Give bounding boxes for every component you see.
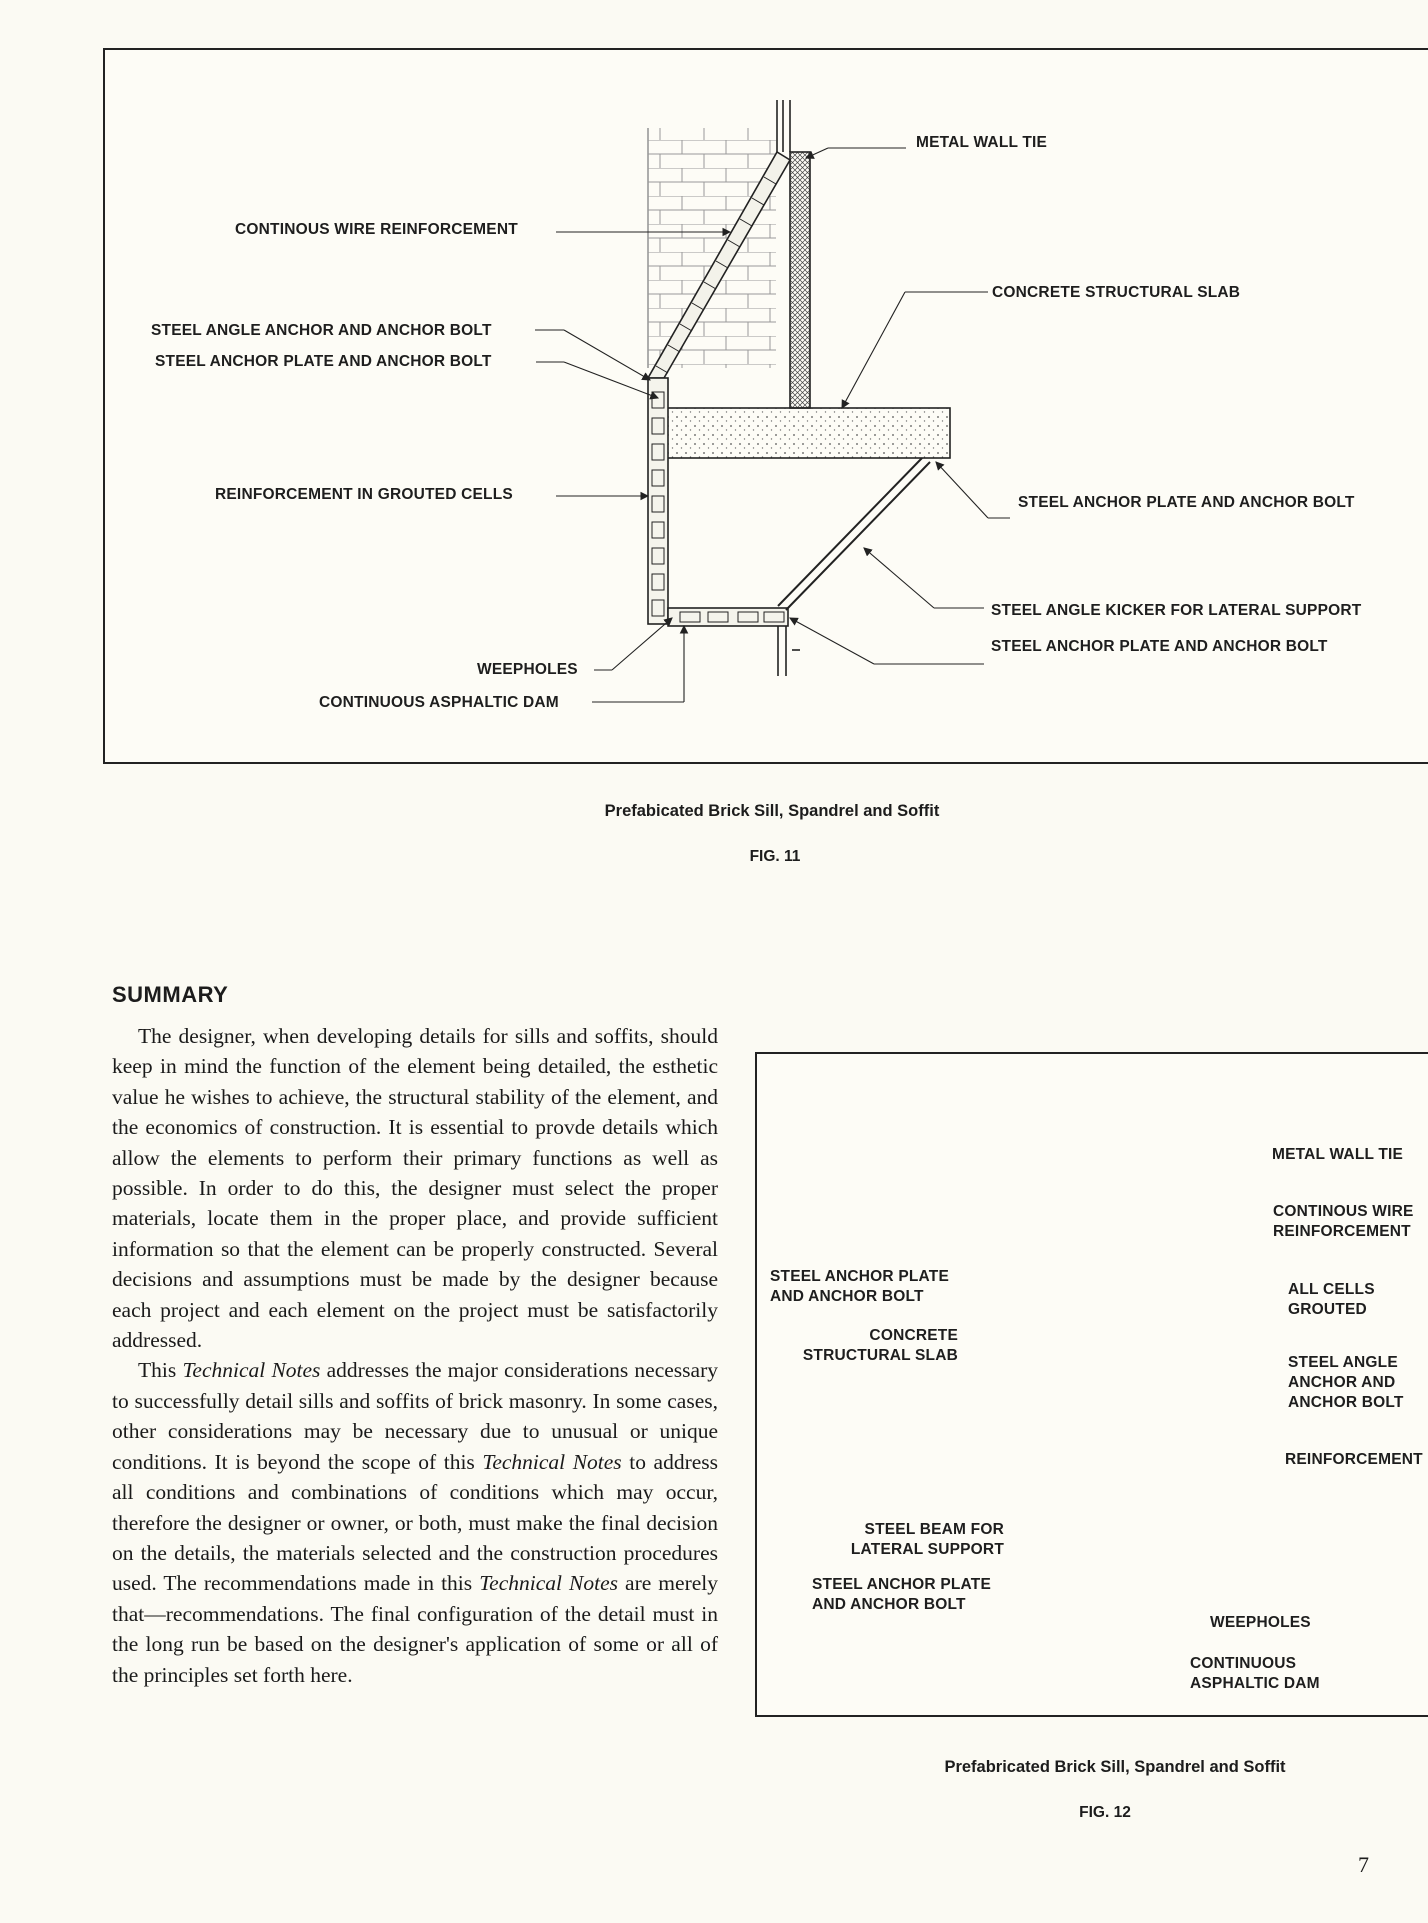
fig12-label-weepholes: WEEPHOLES — [1210, 1614, 1311, 1631]
fig11-label-anchor-plate-right: STEEL ANCHOR PLATE AND ANCHOR BOLT — [1018, 494, 1355, 511]
figure-12-caption: Prefabricated Brick Sill, Spandrel and Soffit — [944, 1758, 1286, 1776]
fig11-label-continuous-wire: CONTINOUS WIRE REINFORCEMENT — [235, 221, 518, 238]
fig12-label-continuous-wire: CONTINOUS WIRE REINFORCEMENT — [1273, 1203, 1414, 1240]
fig12-label-reinforcement: REINFORCEMENT — [1285, 1451, 1423, 1468]
fig11-label-reinf-grouted: REINFORCEMENT IN GROUTED CELLS — [215, 486, 513, 503]
figure-11-caption: Prefabicated Brick Sill, Spandrel and Soffit — [604, 802, 940, 820]
fig11-label-asphaltic-dam: CONTINUOUS ASPHALTIC DAM — [319, 694, 559, 711]
fig11-drawing — [535, 100, 1010, 702]
fig11-label-anchor-plate-bottom: STEEL ANCHOR PLATE AND ANCHOR BOLT — [991, 638, 1328, 655]
figure-12-number: FIG. 12 — [1079, 1804, 1131, 1821]
fig11-label-angle-kicker: STEEL ANGLE KICKER FOR LATERAL SUPPORT — [991, 602, 1362, 619]
fig11-label-anchor-plate-top: STEEL ANCHOR PLATE AND ANCHOR BOLT — [155, 353, 492, 370]
fig11-label-metal-wall-tie: METAL WALL TIE — [916, 134, 1048, 151]
figure-11-number: FIG. 11 — [749, 848, 801, 865]
fig12-label-all-cells: ALL CELLS GROUTED — [1288, 1281, 1375, 1318]
summary-body — [112, 1021, 718, 1690]
fig12-label-concrete-slab: CONCRETE STRUCTURAL SLAB — [802, 1327, 958, 1364]
fig12-label-metal-wall-tie: METAL WALL TIE — [1272, 1146, 1404, 1163]
fig12-label-anchor-plate-left: STEEL ANCHOR PLATE AND ANCHOR BOLT — [770, 1268, 949, 1305]
fig12-label-steel-beam: STEEL BEAM FOR LATERAL SUPPORT — [850, 1521, 1004, 1558]
fig11-label-angle-anchor: STEEL ANGLE ANCHOR AND ANCHOR BOLT — [151, 322, 492, 339]
page-number: 7 — [1358, 1852, 1369, 1877]
fig11-label-weepholes: WEEPHOLES — [477, 661, 578, 678]
summary-paragraph-1: The designer, when developing details for sills and soffits, should keep in mind the function of the element being detailed, the esthetic value he wishes to achieve, the structural stability of the element, and the economics of construction. It is essential to provde details which allow the elements to perform their primary functions as well as possible. In order to do this, the designer must select the proper materials, locate them in the proper place, and provide sufficient information so that the element can be properly constructed. Several decisions and assumptions must be made by the designer because each project and each element on the project must be satisfactorily addressed. — [112, 1024, 718, 1353]
fig12-label-asphaltic-dam: CONTINUOUS ASPHALTIC DAM — [1190, 1655, 1320, 1692]
summary-heading: SUMMARY — [112, 982, 229, 1007]
summary-paragraph-2: This Technical Notes addresses the major considerations necessary to successfully detail sills and soffits of brick masonry. In some cases, other considerations may be necessary due to unusual or unique conditions. It is beyond the scope of this Technical Notes to address all conditions and combinations of conditions which may occur, therefore the designer or owner, or both, must make the final decision on the details, the materials selected and the construction procedures used. The recommendations made in this Technical Notes are merely that—recommendations. The final configuration of the detail must in the long run be based on the designer's application of some or all of the principles set forth here. — [112, 1358, 719, 1687]
fig12-label-anchor-plate-bottom: STEEL ANCHOR PLATE AND ANCHOR BOLT — [812, 1576, 991, 1613]
fig12-label-steel-angle: STEEL ANGLE ANCHOR AND ANCHOR BOLT — [1288, 1354, 1404, 1411]
fig11-label-concrete-slab: CONCRETE STRUCTURAL SLAB — [992, 284, 1241, 301]
